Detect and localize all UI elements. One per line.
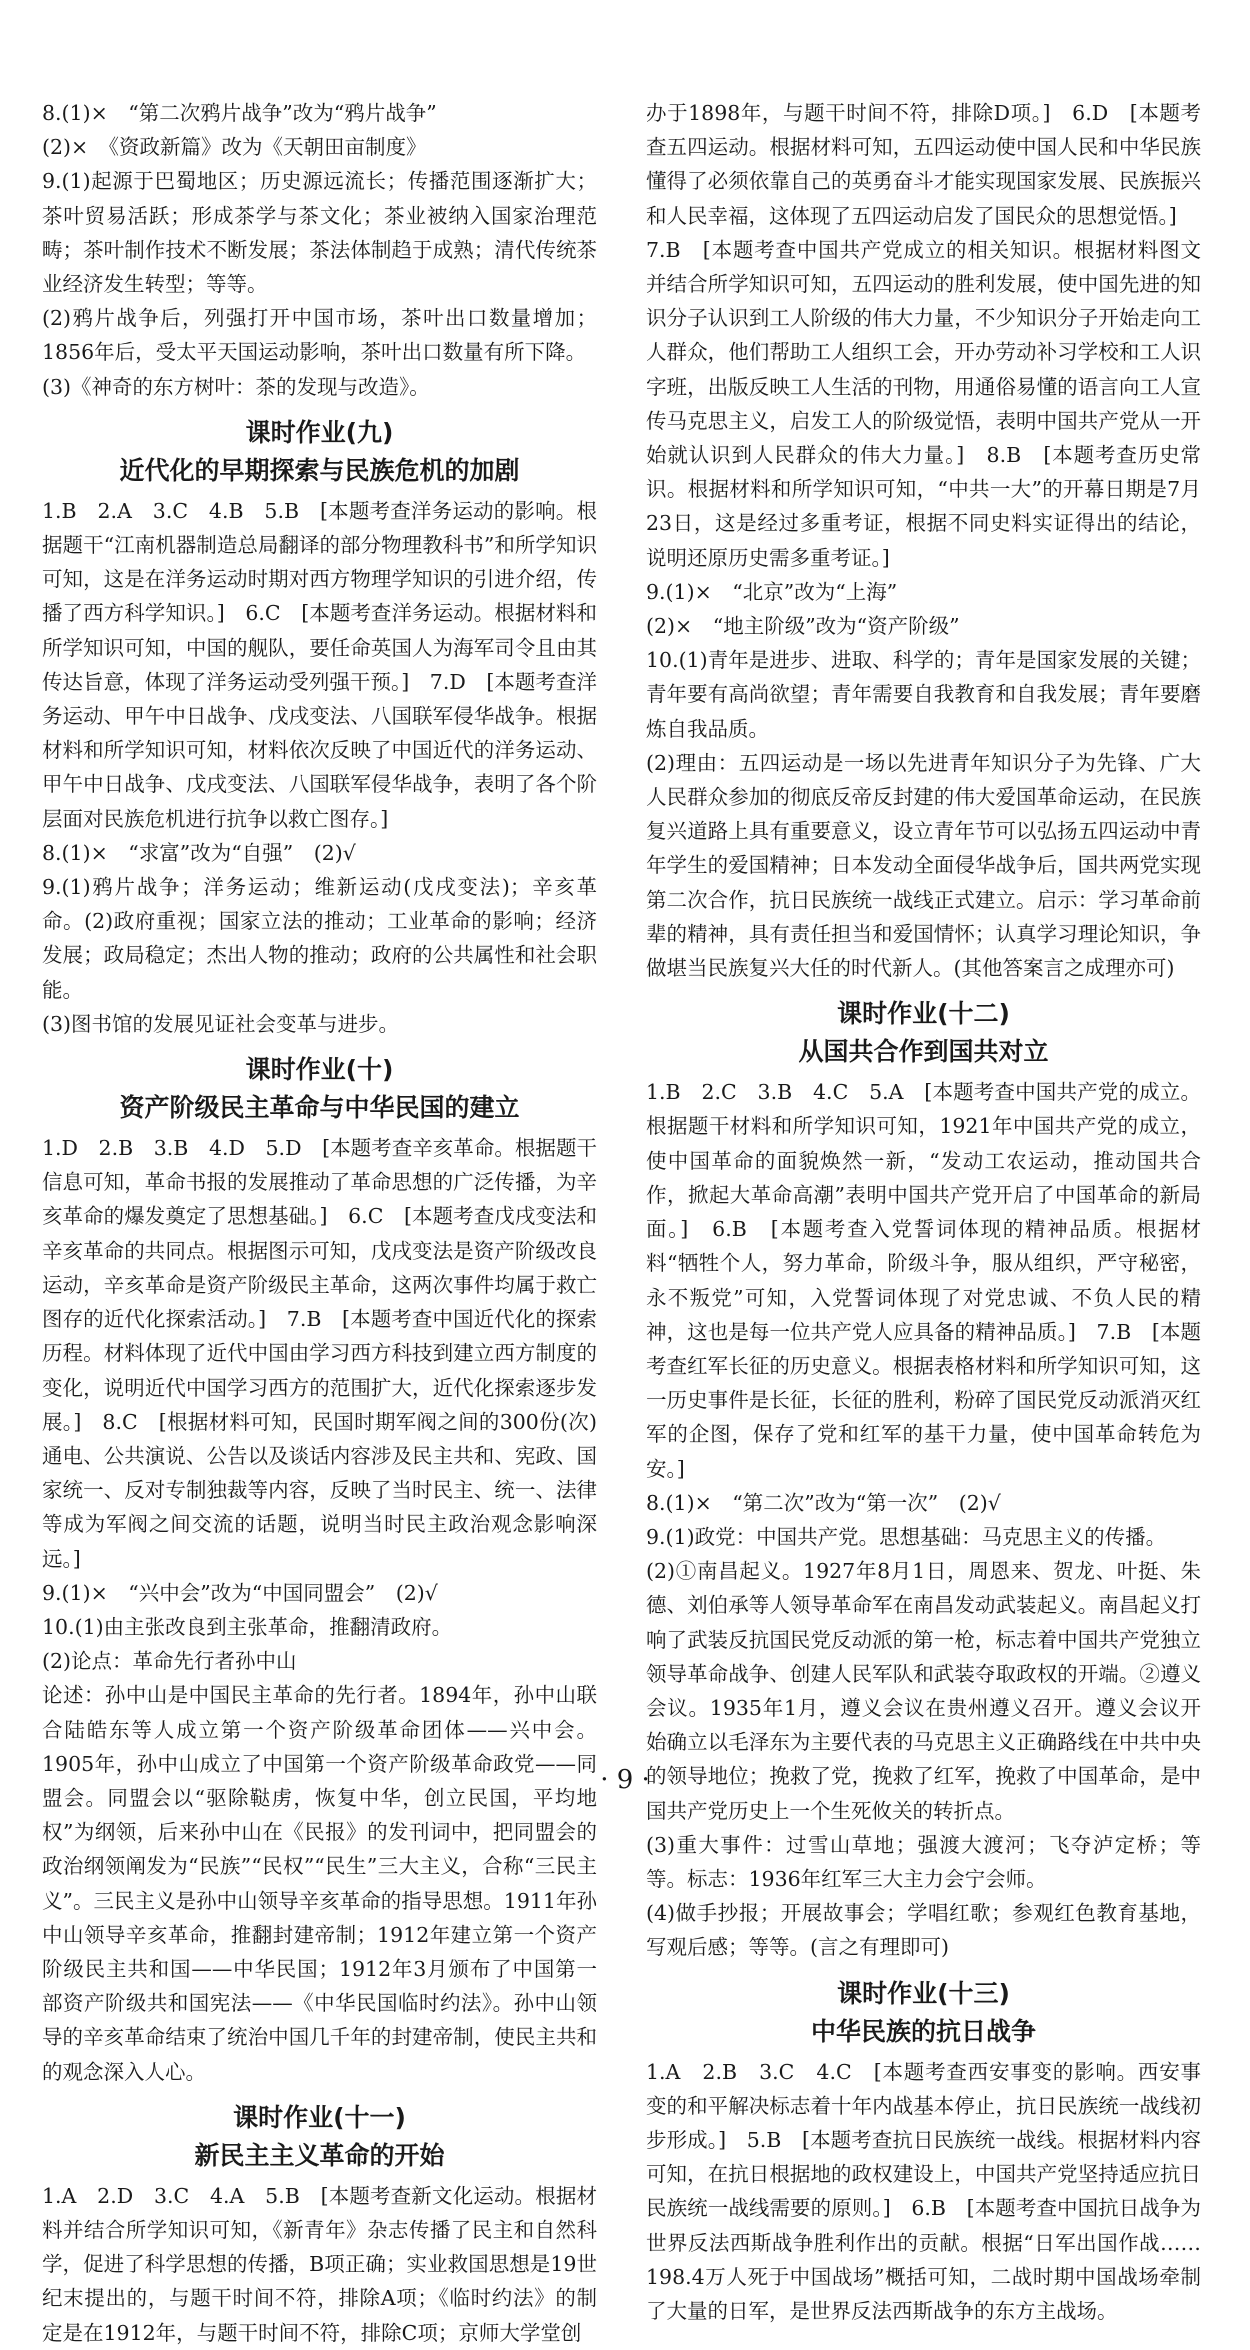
answer-paragraph: 9.(1)鸦片战争；洋务运动；维新运动(戊戌变法)；辛亥革命。(2)政府重视；国家立法的推动；工业革命的影响；经济发展；政局稳定；杰出人物的推动；政府的公共属性和社会职能。 (42, 875, 597, 1002)
answer-paragraph: 1.D 2.B 3.B 4.D 5.D [本题考查辛亥革命。根据题干信息可知，革命书报的发展推动了革命思想的广泛传播，为辛亥革命的爆发奠定了思想基础。] 6.C [本题考查戊戌变法和辛亥革命的共同点。根据图示可知，戊戌变法是资产阶级改良运动，辛亥革命是资产阶级民主革命，这两次事件均属于救亡图存的近代化探索活动。] 7.B [本题考查中国近代化的探索历程。材料体现了近代中国由学习西方科技到建立西方制度的变化，说明近代中国学习西方的范围扩大，近代化探索逐步发展。] 8.C [根据材料可知，民国时期军阀之间的300份(次)通电、公共演说、公告以及谈话内容涉及民主共和、宪政、国家统一、反对专制独裁等内容，反映了当时民主、统一、法律等成为军阀之间交流的话题，说明当时民主政治观念影响深远。] (42, 1136, 597, 1571)
section-subtitle: 从国共合作到国共对立 (798, 1037, 1049, 1067)
right-column (646, 96, 1201, 2328)
answer-paragraph: 8.(1)× “第二次鸦片战争”改为“鸦片战争” (42, 101, 437, 125)
answer-paragraph: 1.B 2.A 3.C 4.B 5.B [本题考查洋务运动的影响。根据题干“江南机器制造总局翻译的部分物理教科书”和所学知识可知，这是在洋务运动时期对西方物理学知识的引进介绍，传播了西方科学知识。] 6.C [本题考查洋务运动。根据材料和所学知识可知，中国的舰队，要任命英国人为海军司令且由其传达旨意，体现了洋务运动受列强干预。] 7.D [本题考查洋务运动、甲午中日战争、戊戌变法、八国联军侵华战争。根据材料和所学知识可知，材料依次反映了中国近代的洋务运动、甲午中日战争、戊戌变法、八国联军侵华战争，表明了各个阶层面对民族危机进行抗争以救亡图存。] (42, 498, 597, 831)
answer-paragraph: 10.(1)由主张改良到主张革命，推翻清政府。 (42, 1614, 453, 1639)
section-heading-12 (646, 995, 1201, 1071)
answer-paragraph: 9.(1)× “兴中会”改为“中国同盟会” (2)√ (42, 1580, 438, 1605)
answer-paragraph: 1.B 2.C 3.B 4.C 5.A [本题考查中国共产党的成立。根据题干材料和所学知识可知，1921年中国共产党的成立，使中国革命的面貌焕然一新，“发动工农运动，推动国共合作，掀起大革命高潮”表明中国共产党开启了中国革命的新局面。] 6.B [本题考查入党誓词体现的精神品质。根据材料“牺牲个人，努力革命，阶级斗争，服从组织，严守秘密，永不叛党”可知，入党誓词体现了对党忠诚、不负人民的精神，这也是每一位共产党人应具备的精神品质。] 7.B [本题考查红军长征的历史意义。根据表格材料和所学知识可知，这一历史事件是长征，长征的胜利，粉碎了国民党反动派消灭红军的企图，保存了党和红军的基干力量，使中国革命转危为安。] (646, 1080, 1201, 1481)
answer-paragraph: (2)①南昌起义。1927年8月1日，周恩来、贺龙、叶挺、朱德、刘伯承等人领导革命军在南昌发动武装起义。南昌起义打响了武装反抗国民党反动派的第一枪，标志着中国共产党独立领导革命战争、创建人民军队和武装夺取政权的开端。②遵义会议。1935年1月，遵义会议在贵州遵义召开。遵义会议开始确立以毛泽东为主要代表的马克思主义正确路线在中共中央的领导地位；挽救了党，挽救了红军，挽救了中国革命，是中国共产党历史上一个生死攸关的转折点。 (646, 1559, 1201, 1823)
answer-paragraph: 论述：孙中山是中国民主革命的先行者。1894年，孙中山联合陆皓东等人成立第一个资产阶级革命团体——兴中会。1905年，孙中山成立了中国第一个资产阶级革命政党——同盟会。同盟会以“驱除鞑虏，恢复中华，创立民国，平均地权”为纲领，后来孙中山在《民报》的发刊词中，把同盟会的政治纲领阐发为“民族”“民权”“民生”三大主义，合称“三民主义”。三民主义是孙中山领导辛亥革命的指导思想。1911年孙中山领导辛亥革命，推翻封建帝制；1912年建立第一个资产阶级民主共和国——中华民国；1912年3月颁布了中国第一部资产阶级共和国宪法——《中华民国临时约法》。孙中山领导的辛亥革命结束了统治中国几千年的封建帝制，使民主共和的观念深入人心。 (42, 1683, 597, 2084)
section-subtitle: 近代化的早期探索与民族危机的加剧 (119, 455, 520, 485)
answer-paragraph: 10.(1)青年是进步、进取、科学的；青年是国家发展的关键；青年要有高尚欲望；青年需要自我教育和自我发展；青年要磨炼自我品质。 (646, 648, 1201, 741)
answer-paragraph: (2)鸦片战争后，列强打开中国市场，茶叶出口数量增加；1856年后，受太平天国运动影响，茶叶出口数量有所下降。 (42, 306, 597, 365)
answer-paragraph: (3)《神奇的东方树叶：茶的发现与改造》。 (42, 374, 430, 399)
section-title: 课时作业(十三) (837, 1978, 1010, 2008)
answer-paragraph: 1.A 2.D 3.C 4.A 5.B [本题考查新文化运动。根据材料并结合所学知识可知，《新青年》杂志传播了民主和自然科学，促进了科学思想的传播，B项正确；实业救国思想是19世纪末提出的，与题干时间不符，排除A项；《临时约法》的制定是在1912年，与题干时间不符，排除C项；京师大学堂创 (42, 2183, 597, 2345)
section-title: 课时作业(十二) (837, 999, 1010, 1029)
answer-paragraph: 9.(1)× “北京”改为“上海” (646, 579, 898, 604)
answer-paragraph: (2)理由：五四运动是一场以先进青年知识分子为先锋、广大人民群众参加的彻底反帝反封建的伟大爱国革命运动，在民族复兴道路上具有重要意义，设立青年节可以弘扬五四运动中青年学生的爱国精神；日本发动全面侵华战争后，国共两党实现第二次合作，抗日民族统一战线正式建立。启示：学习革命前辈的精神，具有责任担当和爱国情怀；认真学习理论知识，争做堪当民族复兴大任的时代新人。(其他答案言之成理亦可) (646, 750, 1201, 981)
section-title: 课时作业(十一) (233, 2102, 406, 2132)
answer-paragraph: 7.B [本题考查中国共产党成立的相关知识。根据材料图文并结合所学知识可知，五四运动的胜利发展，使中国先进的知识分子认识到工人阶级的伟大力量，不少知识分子开始走向工人群众，他们帮助工人组织工会，开办劳动补习学校和工人识字班，出版反映工人生活的刊物，用通俗易懂的语言向工人宣传马克思主义，启发工人的阶级觉悟，表明中国共产党从一开始就认识到人民群众的伟大力量。] 8.B [本题考查历史常识。根据材料和所学知识可知，“中共一大”的开幕日期是7月23日，这是经过多重考证，根据不同史料实证得出的结论，说明还原历史需多重考证。] (646, 237, 1201, 570)
section-heading-13 (646, 1975, 1201, 2051)
section-title: 课时作业(十) (245, 1055, 394, 1085)
answer-paragraph: 9.(1)政党：中国共产党。思想基础：马克思主义的传播。 (646, 1524, 1167, 1549)
answer-paragraph: (3)图书馆的发展见证社会变革与进步。 (42, 1011, 400, 1036)
answer-paragraph: (2)× “地主阶级”改为“资产阶级” (646, 614, 960, 639)
answer-paragraph: 8.(1)× “求富”改为“自强” (2)√ (42, 840, 356, 865)
answer-paragraph: (2)× 《资政新篇》改为《天朝田亩制度》 (42, 135, 427, 160)
section-subtitle: 新民主主义革命的开始 (194, 2140, 445, 2170)
left-column (42, 96, 597, 2350)
section-heading-9 (42, 414, 597, 490)
answer-paragraph: (4)做手抄报；开展故事会；学唱红歌；参观红色教育基地，写观后感；等等。(言之有理即可) (646, 1901, 1201, 1960)
section-subtitle: 资产阶级民主革命与中华民国的建立 (119, 1093, 520, 1123)
answer-paragraph: 办于1898年，与题干时间不符，排除D项。] 6.D [本题考查五四运动。根据材料可知，五四运动使中国人民和中华民族懂得了必须依靠自己的英勇奋斗才能实现国家发展、民族振兴和人民幸福，这体现了五四运动启发了国民众的思想觉悟。] (646, 101, 1201, 228)
answer-paragraph: 8.(1)× “第二次”改为“第一次” (2)√ (646, 1490, 1001, 1515)
section-heading-10 (42, 1051, 597, 1127)
answer-paragraph: 9.(1)起源于巴蜀地区；历史源远流长；传播范围逐渐扩大；茶叶贸易活跃；形成茶学与茶文化；茶业被纳入国家治理范畴；茶叶制作技术不断发展；茶法体制趋于成熟；清代传统茶业经济发生转型；等等。 (42, 169, 597, 297)
answer-paragraph: (3)重大事件：过雪山草地；强渡大渡河；飞夺泸定桥；等等。标志：1936年红军三大主力会宁会师。 (646, 1832, 1201, 1891)
answer-paragraph: (2)论点：革命先行者孙中山 (42, 1649, 297, 1674)
answer-paragraph: 1.A 2.B 3.C 4.C [本题考查西安事变的影响。西安事变的和平解决标志着十年内战基本停止，抗日民族统一战线初步形成。] 5.B [本题考查抗日民族统一战线。根据材料内容可知，在抗日根据地的政权建设上，中国共产党坚持适应抗日民族统一战线需要的原则。] 6.B [本题考查中国抗日战争为世界反法西斯战争胜利作出的贡献。根据“日军出国作战……198.4万人死于中国战场”概括可知，二战时期中国战场牵制了大量的日军，是世界反法西斯战争的东方主战场。 (646, 2059, 1201, 2323)
section-heading-11 (42, 2099, 597, 2175)
section-subtitle: 中华民族的抗日战争 (810, 2016, 1036, 2046)
section-title: 课时作业(九) (245, 417, 394, 447)
page-number: · 9 · (600, 1765, 650, 1795)
